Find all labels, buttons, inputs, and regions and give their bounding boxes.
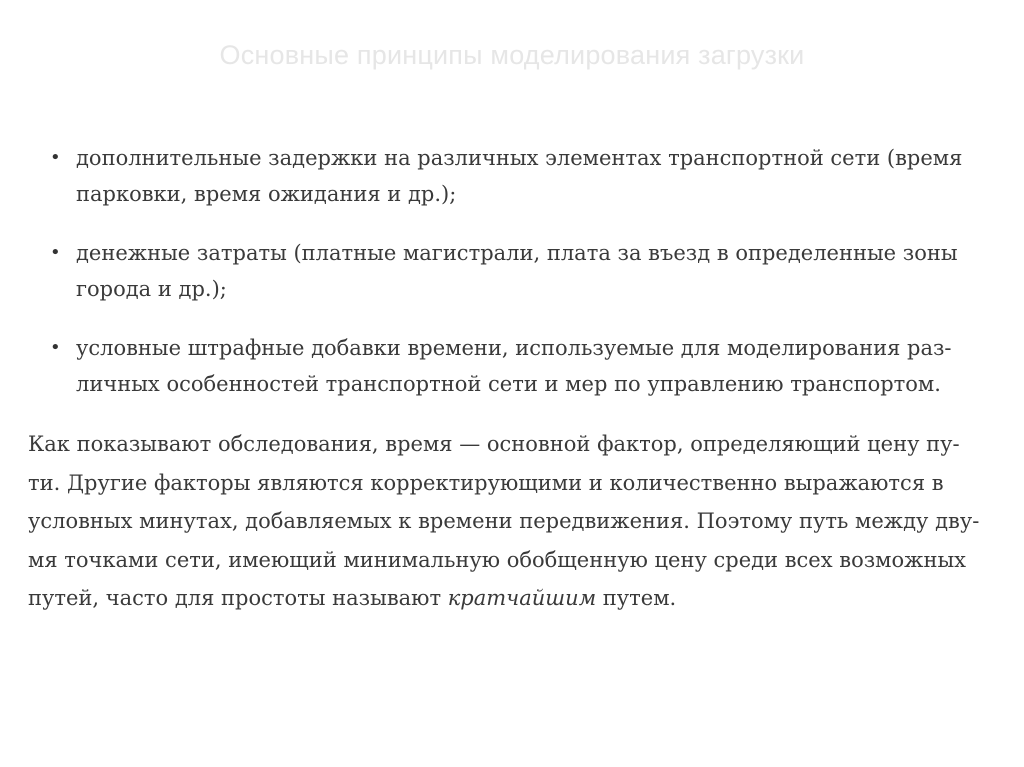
body-paragraph xyxy=(28,425,1013,618)
bullet-list xyxy=(28,140,1013,402)
paragraph-line: Как показывают обследования, время — основной фактор, определяющий цену пу- xyxy=(28,432,960,456)
bullet-icon: • xyxy=(50,147,61,168)
bullet-icon: • xyxy=(50,242,61,263)
bullet-icon: • xyxy=(50,337,61,358)
bullet-item xyxy=(28,140,1013,212)
bullet-item xyxy=(28,235,1013,307)
paragraph-text: путей, часто для простоты называют xyxy=(28,586,448,610)
bullet-text: денежные затраты (платные магистрали, плата за въезд в определенные зоны города и др.); xyxy=(76,241,958,301)
bullet-text: условные штрафные добавки времени, используемые для моделирования раз- личных особенностей транспортной сети и мер по управлению транспортом. xyxy=(76,336,952,396)
slide-title: Основные принципы моделирования загрузки xyxy=(219,40,805,70)
document-body xyxy=(28,140,1013,618)
bullet-text: дополнительные задержки на различных элементах транспортной сети (время парковки, время ожидания и др.); xyxy=(76,146,963,206)
emphasized-term: кратчайшим xyxy=(447,586,597,610)
paragraph-line: ти. Другие факторы являются корректирующими и количественно выражаются в xyxy=(28,470,944,495)
paragraph-text: путем. xyxy=(596,586,677,610)
paragraph-line: мя точками сети, имеющий минимальную обобщенную цену среди всех возможных xyxy=(28,547,967,572)
bullet-item xyxy=(28,330,1013,402)
paragraph-line: условных минутах, добавляемых к времени передвижения. Поэтому путь между дву- xyxy=(28,509,980,533)
paragraph-line-last xyxy=(28,579,1013,618)
